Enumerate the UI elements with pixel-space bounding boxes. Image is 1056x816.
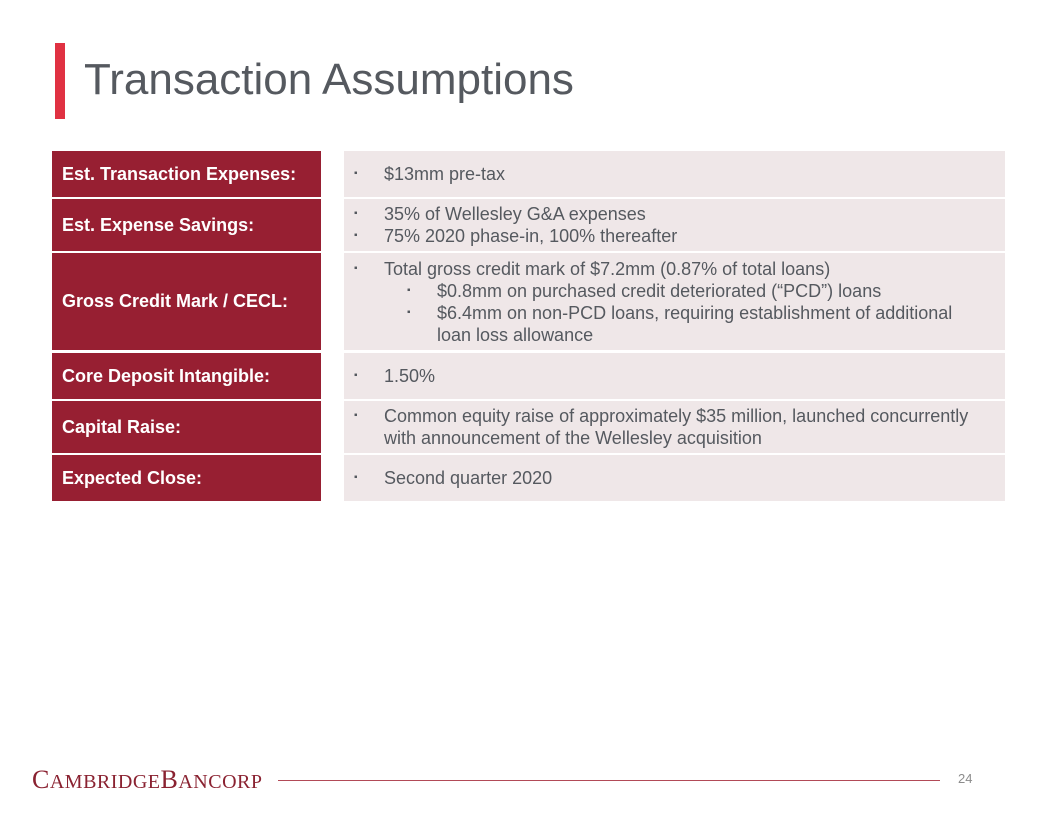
table-row [52,199,1005,251]
table-row [52,253,1005,350]
page-number: 24 [958,771,973,786]
title-accent-bar [55,43,65,119]
cambridge-bancorp-logo: CAMBRIDGEBANCORP [32,765,263,794]
table-row [52,455,1005,501]
table-row [52,353,1005,399]
sub-bullet-item: ▪ $6.4mm on non-PCD loans, requiring establishment of additional [407,302,953,323]
page-title: Transaction Assumptions [84,55,574,104]
bullet-item: ▪ Second quarter 2020 [354,468,553,488]
row-label: Capital Raise: [52,401,321,453]
bullet-icon: ▪ [407,284,411,296]
bullet-icon: ▪ [407,306,411,318]
bullet-item: ▪ Common equity raise of approximately $35 million, launched concurrently [354,406,969,426]
bullet-icon: ▪ [354,370,358,381]
footer-divider [278,780,940,781]
row-value [344,455,1005,501]
bullet-icon: ▪ [354,472,358,483]
sub-bullet-item: ▪ $0.8mm on purchased credit deteriorated (“PCD”) loans [407,280,882,301]
bullet-continuation: with announcement of the Wellesley acquisition [384,428,762,448]
sub-bullet-continuation: loan loss allowance [437,324,594,345]
row-label: Expected Close: [52,455,321,501]
table-row [52,151,1005,197]
row-label: Est. Transaction Expenses: [52,151,321,197]
bullet-icon: ▪ [354,168,358,179]
bullet-icon: ▪ [354,230,358,241]
bullet-icon: ▪ [354,410,358,421]
bullet-item: ▪ 1.50% [354,366,436,386]
bullet-item: ▪ 35% of Wellesley G&A expenses [354,204,646,224]
bullet-item: ▪ 75% 2020 phase-in, 100% thereafter [354,226,678,246]
bullet-item: ▪ Total gross credit mark of $7.2mm (0.87% of total loans) [354,258,831,279]
table-row [52,401,1005,453]
row-value [344,199,1005,251]
bullet-icon: ▪ [354,262,358,274]
bullet-item: ▪ $13mm pre-tax [354,164,506,184]
row-value [344,151,1005,197]
row-label: Core Deposit Intangible: [52,353,321,399]
row-value [344,353,1005,399]
row-label: Gross Credit Mark / CECL: [52,253,321,350]
bullet-icon: ▪ [354,208,358,219]
row-value [344,253,1005,350]
row-label: Est. Expense Savings: [52,199,321,251]
row-value [344,401,1005,453]
